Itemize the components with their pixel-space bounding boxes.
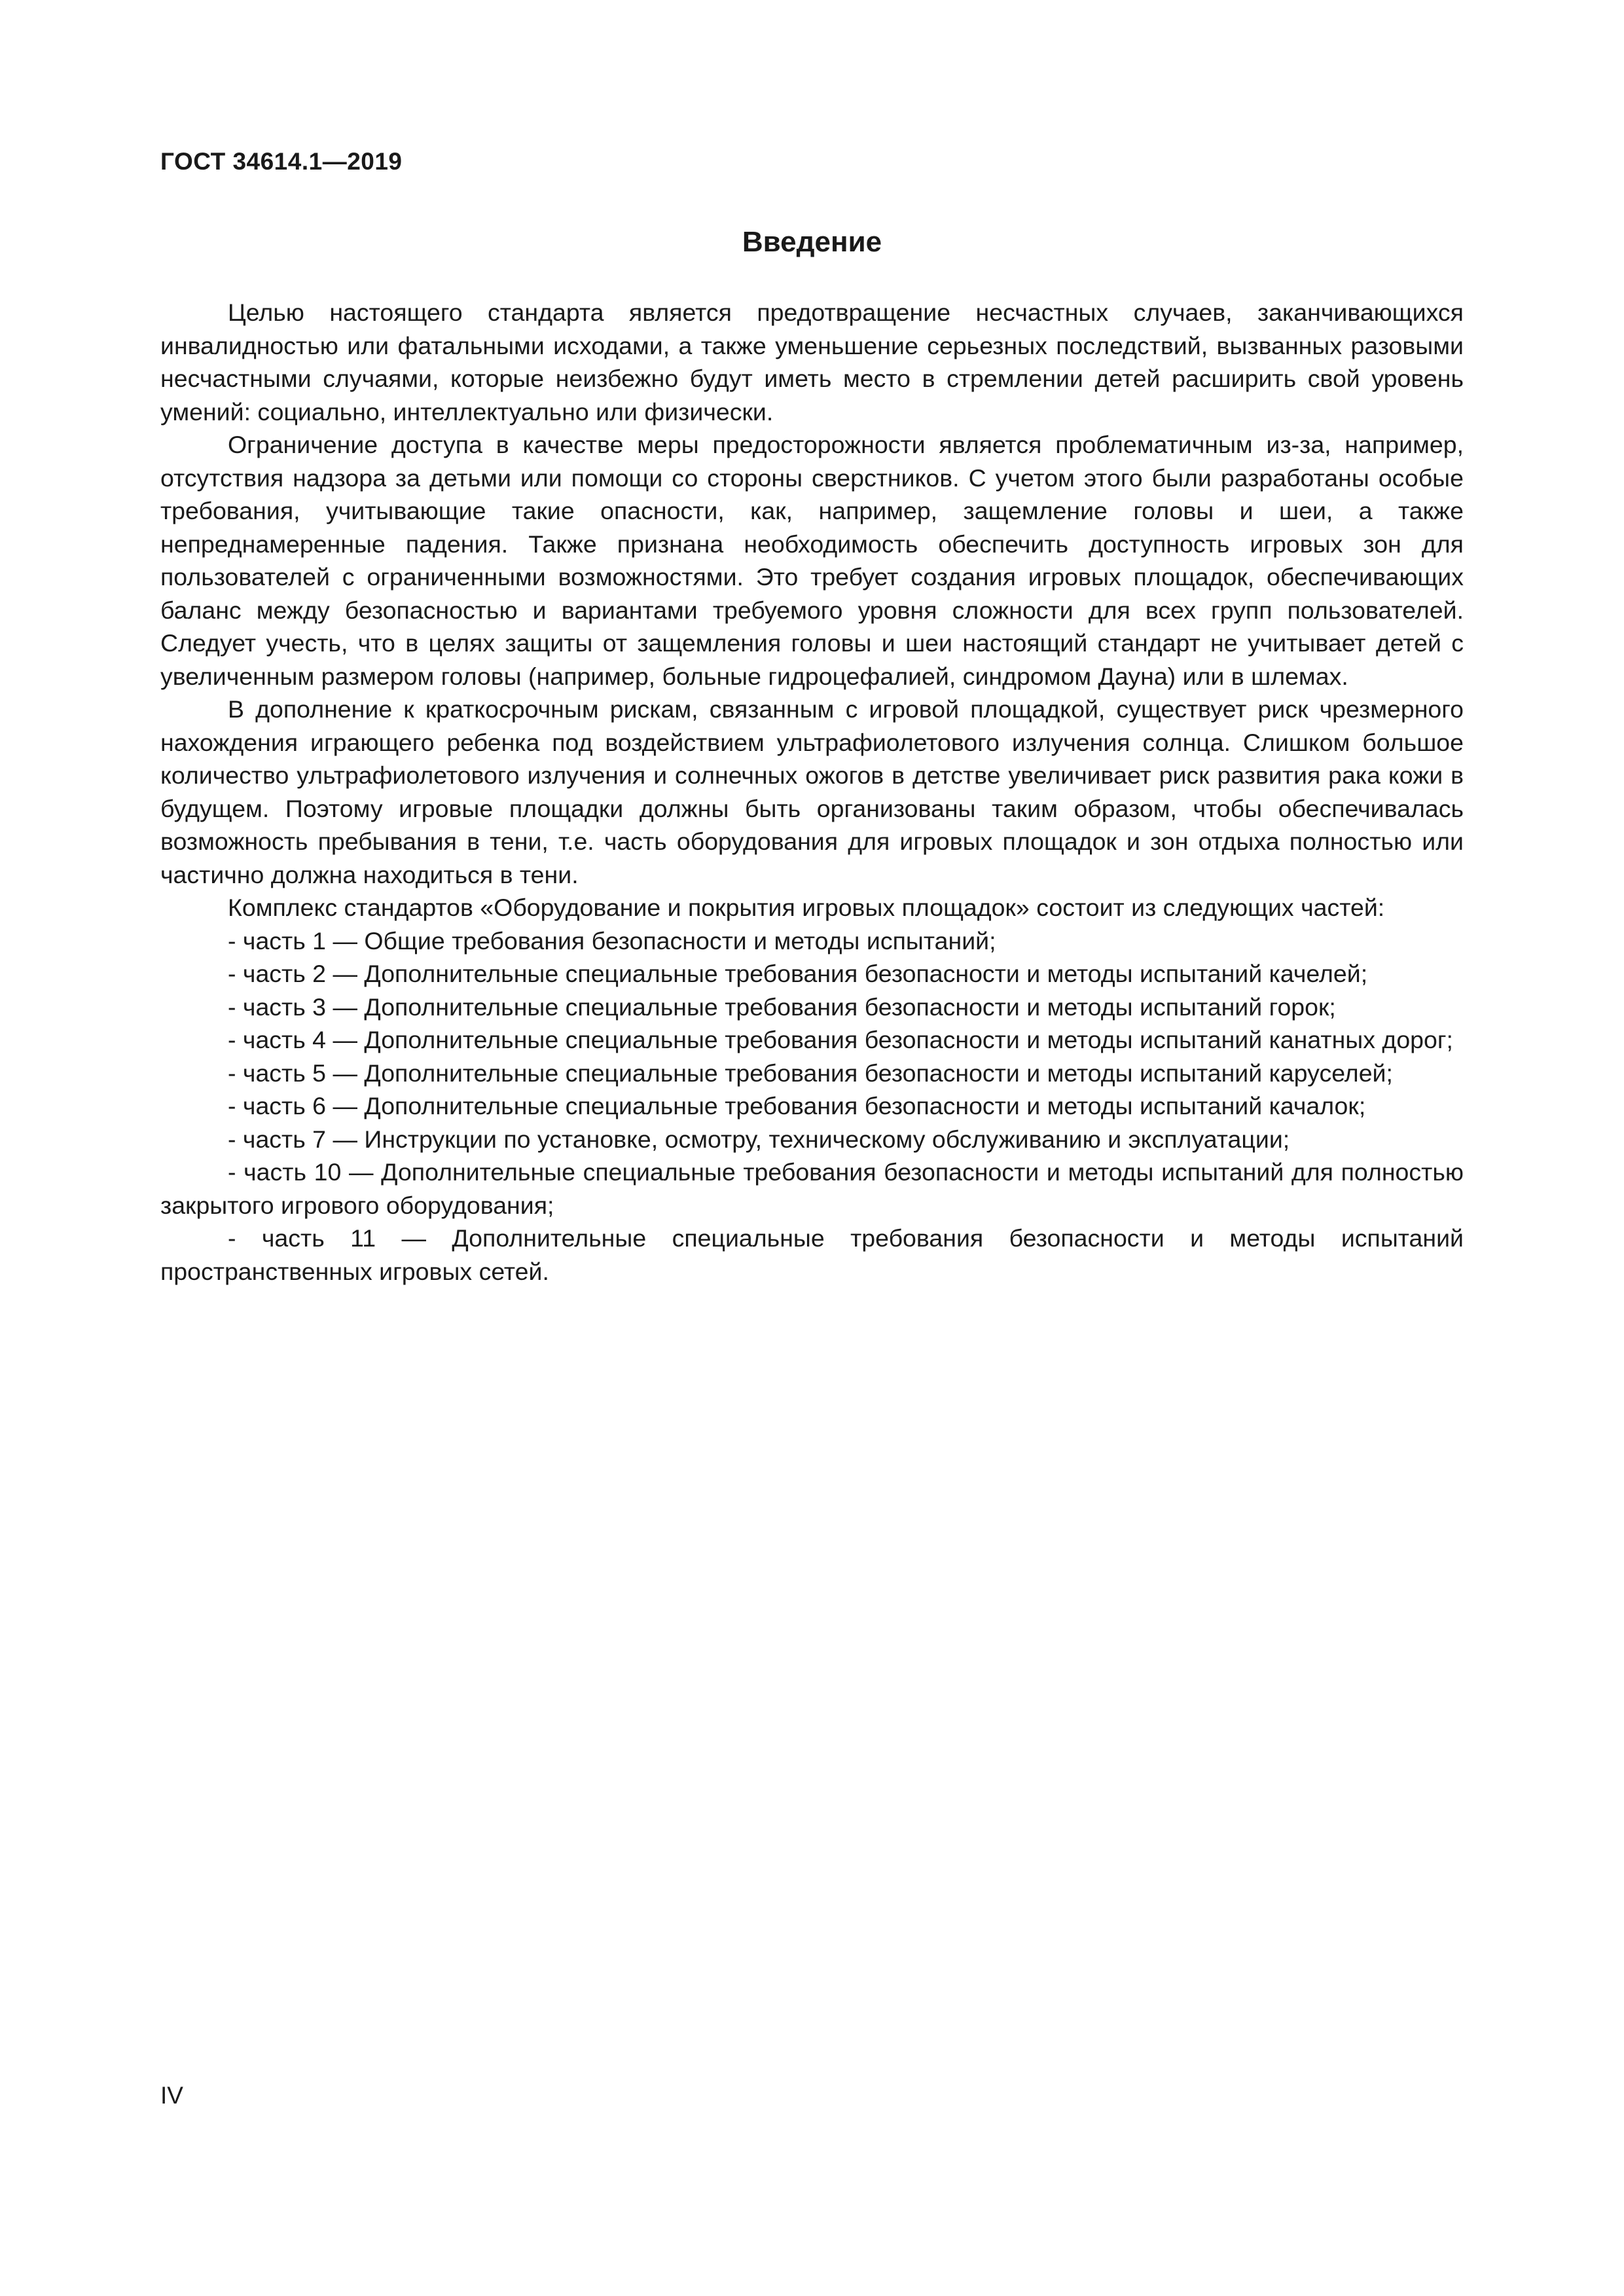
list-item: - часть 7 — Инструкции по установке, осмотру, техническому обслуживанию и эксплуатации;	[228, 1125, 1290, 1153]
list-item: - часть 10 — Дополнительные специальные требования безопасности и методы испытаний для полностью закрытого игрового оборудования;	[160, 1158, 1464, 1219]
paragraph: В дополнение к краткосрочным рискам, связанным с игровой площадкой, существует риск чрезмерного нахождения играющего ребенка под воздействием ультрафиолетового излучения солнца. Слишком большое количество ультрафиолетового излучения и солнечных ожогов в детстве увеличивает риск развития рака кожи в будущем. Поэтому игровые площадки должны быть организованы таким образом, чтобы обеспечивалась возможность пребывания в тени, т.е. часть оборудования для игровых площадок и зон отдыха полностью или частично должна находиться в тени.	[160, 695, 1464, 888]
paragraph: Целью настоящего стандарта является предотвращение несчастных случаев, заканчивающихся инвалидностью или фатальными исходами, а также уменьшение серьезных последствий, вызванных разовыми несчастными случаями, которые неизбежно будут иметь место в стремлении детей расширить свой уровень умений: социально, интеллектуально или физически.	[160, 299, 1464, 426]
list-item: - часть 5 — Дополнительные специальные требования безопасности и методы испытаний каруселей;	[228, 1059, 1393, 1087]
list-item: - часть 3 — Дополнительные специальные требования безопасности и методы испытаний горок;	[228, 993, 1336, 1021]
section-title: Введение	[742, 226, 882, 258]
list-item: - часть 6 — Дополнительные специальные требования безопасности и методы испытаний качалок;	[228, 1092, 1366, 1120]
list-item: - часть 1 — Общие требования безопасности и методы испытаний;	[228, 926, 996, 955]
list-item: - часть 4 — Дополнительные специальные требования безопасности и методы испытаний канатных дорог;	[228, 1026, 1453, 1053]
page-number: IV	[160, 2082, 183, 2109]
list-item: - часть 11 — Дополнительные специальные требования безопасности и методы испытаний пространственных игровых сетей.	[160, 1224, 1464, 1285]
parts-list	[160, 924, 1464, 1288]
paragraph: Комплекс стандартов «Оборудование и покрытия игровых площадок» состоит из следующих частей:	[228, 894, 1385, 921]
standard-code: ГОСТ 34614.1—2019	[160, 148, 403, 175]
body-text	[160, 296, 1464, 1288]
paragraph: Ограничение доступа в качестве меры предосторожности является проблематичным из-за, например, отсутствия надзора за детьми или помощи со стороны сверстников. С учетом этого были разработаны особые требования, учитывающие такие опасности, как, например, защемление головы и шеи, а также непреднамеренные падения. Также признана необходимость обеспечить доступность игровых зон для пользователей с ограниченными возможностями. Это требует создания игровых площадок, обеспечивающих баланс между безопасностью и вариантами требуемого уровня сложности для всех групп пользователей. Следует учесть, что в целях защиты от защемления головы и шеи настоящий стандарт не учитывает детей с увеличенным размером головы (например, больные гидроцефалией, синдромом Дауна) или в шлемах.	[160, 431, 1464, 690]
list-item: - часть 2 — Дополнительные специальные требования безопасности и методы испытаний качелей;	[228, 960, 1368, 987]
